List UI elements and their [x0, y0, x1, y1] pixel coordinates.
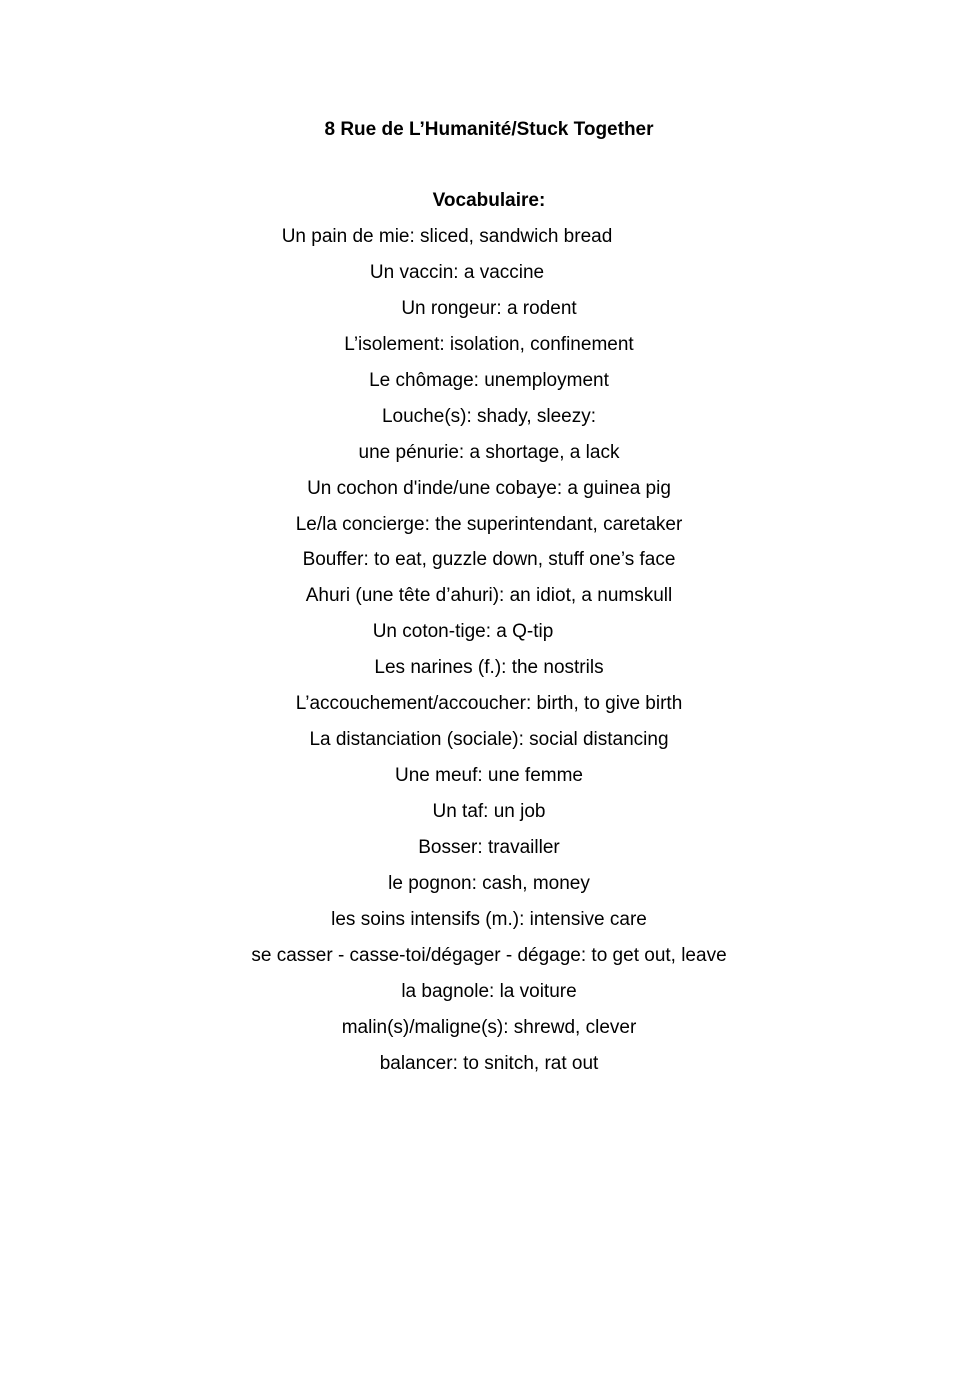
vocabulary-entry: les soins intensifs (m.): intensive care	[331, 908, 647, 930]
vocabulary-entry: Un vaccin: a vaccine	[369, 261, 545, 283]
vocabulary-entry: Louche(s): shady, sleezy:	[381, 405, 597, 427]
vocabulary-entry: Bosser: travailler	[418, 836, 560, 858]
vocabulary-entry: L’accouchement/accoucher: birth, to give birth	[295, 693, 683, 715]
vocabulary-entry: le pognon: cash, money	[388, 872, 590, 894]
vocabulary-entry: malin(s)/maligne(s): shrewd, clever	[341, 1016, 637, 1038]
vocabulary-entry: Bouffer: to eat, guzzle down, stuff one’s face	[302, 549, 676, 571]
vocabulary-heading: Vocabulaire:	[432, 190, 546, 211]
vocabulary-entry: Les narines (f.): the nostrils	[374, 657, 604, 679]
vocabulary-entry: balancer: to snitch, rat out	[379, 1052, 599, 1074]
vocabulary-list	[0, 225, 978, 1088]
vocabulary-entry: La distanciation (sociale): social distancing	[309, 729, 669, 751]
vocabulary-entry: Un taf: un job	[432, 801, 546, 822]
document-title: 8 Rue de L’Humanité/Stuck Together	[324, 119, 654, 140]
vocabulary-entry: Le chômage: unemployment	[369, 369, 609, 391]
vocabulary-entry: la bagnole: la voiture	[401, 980, 577, 1002]
vocabulary-entry: Le/la concierge: the superintendant, caretaker	[295, 513, 683, 535]
vocabulary-entry: se casser - casse-toi/dégager - dégage: to get out, leave	[251, 944, 727, 966]
vocabulary-entry: Un cochon d'inde/une cobaye: a guinea pig	[307, 477, 671, 499]
vocabulary-entry: Un pain de mie: sliced, sandwich bread	[281, 226, 613, 247]
vocabulary-entry: une pénurie: a shortage, a lack	[358, 441, 620, 463]
vocabulary-entry: Une meuf: une femme	[395, 765, 583, 787]
vocabulary-entry: Un coton-tige: a Q-tip	[372, 621, 554, 643]
vocabulary-entry: L’isolement: isolation, confinement	[344, 333, 634, 355]
vocabulary-entry: Ahuri (une tête d’ahuri): an idiot, a numskull	[305, 585, 673, 607]
vocabulary-entry: Un rongeur: a rodent	[401, 297, 577, 319]
